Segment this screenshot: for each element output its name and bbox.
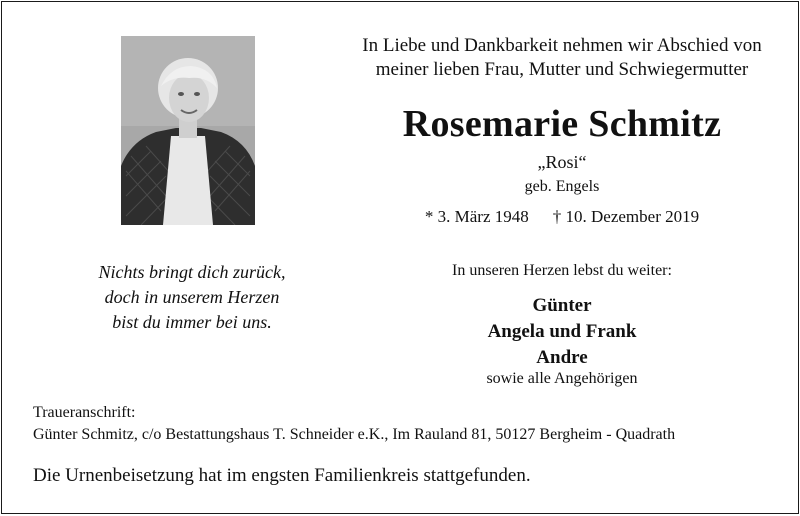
burial-note: Die Urnenbeisetzung hat im engsten Familienkreis stattgefunden. [33,465,531,486]
birth-name: geb. Engels [524,178,600,195]
deceased-nickname: „Rosi“ [537,152,587,172]
mourner-name: Andre [536,347,588,368]
mourner-name: Günter [532,295,592,316]
deceased-name: Rosemarie Schmitz [402,103,722,145]
life-dates [332,207,792,227]
verse-line-2: doch in unserem Herzen [104,287,280,307]
verse-line-1: Nichts bringt dich zurück, [98,262,286,282]
mourners-list [332,293,792,371]
mourner-name: Angela und Frank [487,321,637,342]
death-date: † 10. Dezember 2019 [552,207,700,226]
obituary-notice [1,1,799,514]
mourning-address: Günter Schmitz, c/o Bestattungshaus T. Schneider e.K., Im Rauland 81, 50127 Bergheim - Quadrath [33,426,676,443]
intro-text [332,34,792,82]
intro-line-2: meiner lieben Frau, Mutter und Schwiegermutter [375,59,749,80]
intro-line-1: In Liebe und Dankbarkeit nehmen wir Abschied von [362,35,762,56]
address-label: Traueranschrift: [33,404,136,421]
mourners-intro: In unseren Herzen lebst du weiter: [452,262,672,279]
memorial-verse [42,260,342,335]
verse-line-3: bist du immer bei uns. [112,312,272,332]
portrait-photo [121,36,255,225]
birth-date: * 3. März 1948 [424,207,529,226]
relatives-note: sowie alle Angehörigen [486,370,638,387]
